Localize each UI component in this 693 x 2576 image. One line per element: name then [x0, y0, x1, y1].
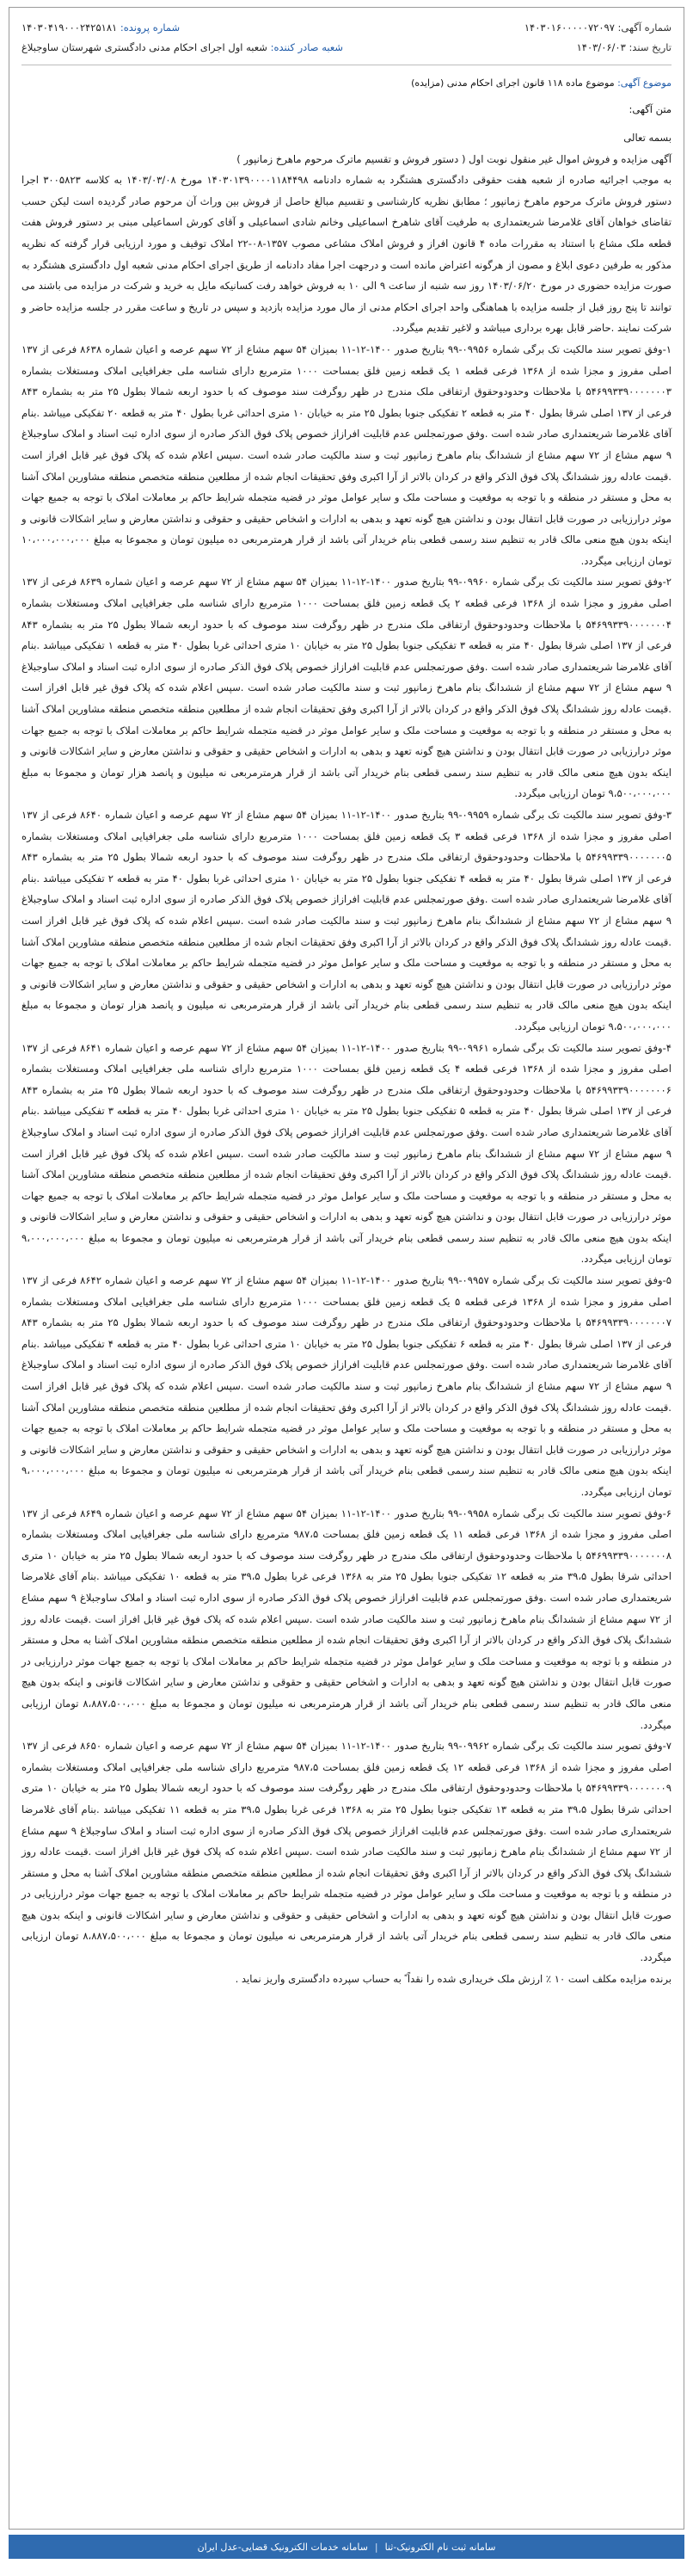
body-paragraph-closing: برنده مزایده مکلف است ۱۰ ٪ ارزش ملک خریداری شده را نقداً ً به حساب سپرده دادگستری واریز نماید . — [235, 1972, 672, 1985]
notice-subject — [9, 65, 684, 93]
body-paragraph-item-3: ۳-وفق تصویر سند مالکیت تک برگی شماره ۰۹۹۵۹-۹۹ بتاریخ صدور ۱۴۰۰-۱۲-۱۱ بمیزان ۵۴ سهم مشاع از ۷۲ سهم عرصه و اعیان شماره ۸۶۴۰ فرعی از ۱۳۷ اصلی مفروز و مجزا شده از ۱۳۶۸ فرعی قطعه ۳ یک قطعه زمین فلق بمساحت ۱۰۰۰ مترمربع دارای شناسه ملی جغرافیایی املاک ومستغلات بشماره ۵۴۶۹۹۳۳۹۰۰۰۰۰۰۰۵ با ملاحظات وحدودوحقوق ارتفاقی ملک مندرج در ظهر روگرفت سند موصوف که با حدود اربعه شمالا بطول ۲۵ متر به بشماره ۸۴۳ فرعی از ۱۳۷ اصلی شرقا بطول ۴۰ متر به قطعه ۴ تفکیکی جنوبا بطول ۲۵ متر به خیابان ۱۰ متری احداثی غربا بطول ۴۰ متر به قطعه ۲ تفکیکی میباشد .بنام آقای غلامرضا شریعتمداری صادر شده است .وفق صورتمجلس عدم قابلیت افرازاز خصوص پلاک فوق الذکر صادره از سوی اداره ثبت اسناد و املاک ساوجبلاغ ۹ سهم مشاع از ۷۲ سهم مشاع از ششدانگ بنام ماهرخ زمانپور ثبت و سند مالکیت صادر شده است .سپس اعلام شده که پلاک فوق غیر قابل افراز است .قیمت عادله روز ششدانگ پلاک فوق الذکر واقع در کردان بالاتر از آرا اکبری وفق تحقیقات انجام شده از مطلعین منطقه متخصص منطقه مشاورین املاک آشنا به محل و مستقر در منطقه و با توجه به موقعیت و مساحت ملک و سایر عوامل موثر در قضیه متجمله شرایط حاکم بر معاملات املاک با توجه به جمیع جهات موثر درارزیابی در صورت قابل انتقال بودن و نداشتن هیچ گونه تعهد و بدهی به ادارات و اشخاص حقیقی و حقوقی و نداشتن معارض و سایر اشکالات قانونی و اینکه بدون هیچ منعی مالک قادر به تنظیم سند رسمی قطعی بنام خریدار آتی باشد از قرار هرمترمربعی نه میلیون و پانصد هزار تومان و مجموعا به مبلغ ۹،۵۰۰،۰۰۰،۰۰۰ تومان ارزیابی میگردد. — [21, 809, 672, 1032]
notice-text-label: متن آگهی: — [629, 103, 672, 115]
body-paragraph-item-6: ۶-وفق تصویر سند مالکیت تک برگی شماره ۰۹۹۵۸-۹۹ بتاریخ صدور ۱۴۰۰-۱۲-۱۱ بمیزان ۵۴ سهم مشاع از ۷۲ سهم عرصه و اعیان شماره ۸۶۴۹ فرعی از ۱۳۷ اصلی مفروز و مجزا شده از ۱۳۶۸ فرعی قطعه ۱۱ یک قطعه زمین فلق بمساحت ۹۸۷،۵ مترمربع دارای شناسه ملی جغرافیایی املاک ومستغلات بشماره ۵۴۶۹۹۳۳۹۰۰۰۰۰۰۰۸ با ملاحظات وحدودوحقوق ارتفاقی ملک مندرج در ظهر روگرفت سند موصوف که با حدود اربعه شمالا بطول ۲۵ متر به خیابان ۱۰ متری احداثی شرقا بطول ۳۹،۵ متر به قطعه ۱۲ تفکیکی جنوبا بطول ۲۵ متر به ۱۳۶۸ فرعی غربا بطول ۳۹،۵ متر به قطعه ۱۰ تفکیکی میباشد .بنام آقای غلامرضا شریعتمداری صادر شده است .وفق صورتمجلس عدم قابلیت افرازاز خصوص پلاک فوق الذکر صادره از سوی اداره ثبت اسناد و املاک ساوجبلاغ ۹ سهم مشاع از ۷۲ سهم مشاع از ششدانگ بنام ماهرخ زمانپور ثبت و سند مالکیت صادر شده است .سپس اعلام شده که پلاک فوق غیر قابل افراز است .قیمت عادله روز ششدانگ پلاک فوق الذکر واقع در کردان بالاتر از آرا اکبری وفق تحقیقات انجام شده از مطلعین منطقه متخصص منطقه مشاورین املاک آشنا به محل و مستقر در منطقه و با توجه به موقعیت و مساحت ملک و سایر عوامل موثر در قضیه متجمله شرایط حاکم بر معاملات املاک با توجه به جمیع جهات موثر درارزیابی در صورت قابل انتقال بودن و نداشتن هیچ گونه تعهد و بدهی به ادارات و اشخاص حقیقی و حقوقی و نداشتن معارض و سایر اشکالات قانونی و اینکه بدون هیچ منعی مالک قادر به تنظیم سند رسمی قطعی بنام خریدار آتی باشد از قرار هرمترمربعی نه میلیون تومان و مجموعا به مبلغ ۸،۸۸۷،۵۰۰،۰۰۰ تومان ارزیابی میگردد. — [21, 1507, 672, 1731]
body-paragraph-intro: آگهی مزایده و فروش اموال غیر منقول نوبت اول ( دستور فروش و تقسیم ماترک مرحوم ماهرخ زمانپور ) — [236, 152, 672, 165]
body-paragraph-item-2: ۲-وفق تصویر سند مالکیت تک برگی شماره ۰۹۹۶۰-۹۹ بتاریخ صدور ۱۴۰۰-۱۲-۱۱ بمیزان ۵۴ سهم مشاع از ۷۲ سهم عرصه و اعیان شماره ۸۶۳۹ فرعی از ۱۳۷ اصلی مفروز و مجزا شده از ۱۳۶۸ فرعی قطعه ۲ یک قطعه زمین فلق بمساحت ۱۰۰۰ مترمربع دارای شناسه ملی جغرافیایی املاک ومستغلات بشماره ۵۴۶۹۹۳۳۹۰۰۰۰۰۰۰۴ با ملاحظات وحدودوحقوق ارتفاقی ملک مندرج در ظهر روگرفت سند موصوف که با حدود اربعه شمالا بطول ۲۵ متر به بشماره ۸۴۳ فرعی از ۱۳۷ اصلی شرقا بطول ۴۰ متر به قطعه ۳ تفکیکی جنوبا بطول ۲۵ متر به خیابان ۱۰ متری احداثی غربا بطول ۴۰ متر به قطعه ۱ تفکیکی میباشد .بنام آقای غلامرضا شریعتمداری صادر شده است .وفق صورتمجلس عدم قابلیت افرازاز خصوص پلاک فوق الذکر صادره از سوی اداره ثبت اسناد و املاک ساوجبلاغ ۹ سهم مشاع از ۷۲ سهم مشاع از ششدانگ بنام ماهرخ زمانپور ثبت و سند مالکیت صادر شده است .سپس اعلام شده که پلاک فوق غیر قابل افراز است .قیمت عادله روز ششدانگ پلاک فوق الذکر واقع در کردان بالاتر از آرا اکبری وفق تحقیقات انجام شده از مطلعین منطقه متخصص منطقه مشاورین املاک آشنا به محل و مستقر در منطقه و با توجه به موقعیت و مساحت ملک و سایر عوامل موثر در قضیه متجمله شرایط حاکم بر معاملات املاک با توجه به جمیع جهات موثر درارزیابی در صورت قابل انتقال بودن و نداشتن هیچ گونه تعهد و بدهی به ادارات و اشخاص حقیقی و حقوقی و نداشتن معارض و سایر اشکالات قانونی و اینکه بدون هیچ منعی مالک قادر به تنظیم سند رسمی قطعی بنام خریدار آتی باشد از قرار هرمترمربعی نه میلیون و پانصد هزار تومان و مجموعا به مبلغ ۹،۵۰۰،۰۰۰،۰۰۰ تومان ارزیابی میگردد. — [21, 576, 672, 800]
subject-value: موضوع ماده ۱۱۸ قانون اجرای احکام مدنی (مزایده) — [411, 77, 615, 89]
case-number-value: ۱۴۰۳۰۴۱۹۰۰۰۲۴۲۵۱۸۱ — [21, 22, 118, 34]
header-right-column — [524, 18, 672, 58]
issuer-label: شعبه صادر کننده: — [270, 41, 344, 53]
header-left-column — [21, 18, 343, 58]
footer-link-sana[interactable]: سامانه ثبت نام الکترونیک-ثنا — [384, 2541, 496, 2553]
body-paragraph-item-1: ۱-وفق تصویر سند مالکیت تک برگی شماره ۰۹۹۵۶-۹۹ بتاریخ صدور ۱۴۰۰-۱۲-۱۱ بمیزان ۵۴ سهم مشاع از ۷۲ سهم عرصه و اعیان شماره ۸۶۳۸ فرعی از ۱۳۷ اصلی مفروز و مجزا شده از ۱۳۶۸ فرعی قطعه ۱ یک قطعه زمین فلق بمساحت ۱۰۰۰ مترمربع دارای شناسه ملی جغرافیایی املاک ومستغلات بشماره ۵۴۶۹۹۳۳۹۰۰۰۰۰۰۰۳ با ملاحظات وحدودوحقوق ارتفاقی ملک مندرج در ظهر روگرفت سند موصوف که با حدود اربعه شمالا بطول ۲۵ متر به بشماره ۸۴۳ فرعی از ۱۳۷ اصلی شرقا بطول ۴۰ متر به قطعه ۲ تفکیکی جنوبا بطول ۲۵ متر به خیابان ۱۰ متری احداثی غربا بطول ۴۰ متر به قطعه ۲۰ تفکیکی میباشد .بنام آقای غلامرضا شریعتمداری صادر شده است .وفق صورتمجلس عدم قابلیت افرازاز خصوص پلاک فوق الذکر صادره از سوی اداره ثبت اسناد و املاک ساوجبلاغ ۹ سهم مشاع از ۷۲ سهم مشاع از ششدانگ بنام ماهرخ زمانپور ثبت و سند مالکیت صادر شده است .سپس اعلام شده که پلاک فوق غیر قابل افراز است .قیمت عادله روز ششدانگ پلاک فوق الذکر واقع در کردان بالاتر از آرا اکبری وفق تحقیقات انجام شده از مطلعین منطقه متخصص منطقه مشاورین املاک آشنا به محل و مستقر در منطقه و با توجه به موقعیت و مساحت ملک و سایر عوامل موثر در قضیه متجمله شرایط حاکم بر معاملات املاک با توجه به جمیع جهات موثر درارزیابی در صورت قابل انتقال بودن و نداشتن هیچ گونه تعهد و بدهی به ادارات و اشخاص حقیقی و حقوقی و نداشتن معارض و سایر اشکالات قانونی و اینکه بدون هیچ منعی مالک قادر به تنظیم سند رسمی قطعی بنام خریدار آتی باشد از قرار هرمترمربعی ده میلیون تومان و مجموعا به مبلغ ۱۰،۰۰۰،۰۰۰،۰۰۰ تومان ارزیابی میگردد. — [21, 342, 672, 567]
notice-body — [9, 119, 684, 1989]
record-number-label: شماره آگهی: — [617, 22, 672, 34]
notice-page — [9, 7, 684, 2530]
site-footer — [9, 2535, 684, 2559]
body-title: بسمه تعالی — [623, 132, 672, 144]
document-date-label: تاریخ سند: — [629, 41, 672, 53]
document-date-row — [524, 38, 672, 58]
body-paragraph-item-7: ۷-وفق تصویر سند مالکیت تک برگی شماره ۰۹۹۶۲-۹۹ بتاریخ صدور ۱۴۰۰-۱۲-۱۱ بمیزان ۵۴ سهم مشاع از ۷۲ سهم عرصه و اعیان شماره ۸۶۵۰ فرعی از ۱۳۷ اصلی مفروز و مجزا شده از ۱۳۶۸ فرعی قطعه ۱۲ یک قطعه زمین فلق بمساحت ۹۸۷،۵ مترمربع دارای شناسه ملی جغرافیایی املاک ومستغلات بشماره ۵۴۶۹۹۳۳۹۰۰۰۰۰۰۰۹ با ملاحظات وحدودوحقوق ارتفاقی ملک مندرج در ظهر روگرفت سند موصوف که با حدود اربعه شمالا بطول ۲۵ متر به خیابان ۱۰ متری احداثی شرقا بطول ۳۹،۵ متر به قطعه ۱۳ تفکیکی جنوبا بطول ۲۵ متر به ۱۳۶۸ فرعی غربا بطول ۳۹،۵ متر به قطعه ۱۱ تفکیکی میباشد .بنام آقای غلامرضا شریعتمداری صادر شده است .وفق صورتمجلس عدم قابلیت افرازاز خصوص پلاک فوق الذکر صادره از سوی اداره ثبت اسناد و املاک ساوجبلاغ ۹ سهم مشاع از ۷۲ سهم مشاع از ششدانگ بنام ماهرخ زمانپور ثبت و سند مالکیت صادر شده است .سپس اعلام شده که پلاک فوق غیر قابل افراز است .قیمت عادله روز ششدانگ پلاک فوق الذکر واقع در کردان بالاتر از آرا اکبری وفق تحقیقات انجام شده از مطلعین منطقه متخصص منطقه مشاورین املاک آشنا به محل و مستقر در منطقه و با توجه به موقعیت و مساحت ملک و سایر عوامل موثر در قضیه متجمله شرایط حاکم بر معاملات املاک با توجه به جمیع جهات موثر درارزیابی در صورت قابل انتقال بودن و نداشتن هیچ گونه تعهد و بدهی به ادارات و اشخاص حقیقی و حقوقی و نداشتن معارض و سایر اشکالات قانونی و اینکه بدون هیچ منعی مالک قادر به تنظیم سند رسمی قطعی بنام خریدار آتی باشد از قرار هرمترمربعی نه میلیون تومان و مجموعا به مبلغ ۸،۸۸۷،۵۰۰،۰۰۰ تومان ارزیابی میگردد. — [21, 1740, 672, 1964]
body-paragraph-preamble: به موجب اجرائیه صادره از شعبه هفت حقوقی دادگستری هشتگرد به شماره دادنامه ۱۴۰۳۰۱۳۹۰۰۰۰۱۱۸۴۴۹۸ مورخ ۱۴۰۳/۰۳/۰۸ به کلاسه ۳۰۰۵۸۲۳ اجرا دستور فروش ماترک مرحوم ماهرخ زمانپور ؛ مطابق نظریه کارشناسی و تقسیم مبالغ حاصل از فروش بین وراث آن مرحوم صادر گردیده است لیکن حسب تقاضای خواهان آقای غلامرضا شریعتمداری به طرفیت آقای شاهرخ اسماعیلی وخانم شادی اسماعیلی و آقای کورش اسماعیلی مبنی بر دستور فروش هفت قطعه ملک مشاع با استناد به مقررات ماده ۴ قانون افراز و فروش املاک مشاعی مصوب ۱۳۵۷-۰۸-۲۲ املاک توقیف و مورد ارزیابی قرار گرفته که نظریه مذکور به طرفین دعوی ابلاغ و مصون از هرگونه اعتراض مانده است و درجهت اجرا مفاد دادنامه از طریق اجرای احکام مدنی شعبه اول دادگستری هشتگرد به صورت مزایده حضوری در مورخ ۱۴۰۳/۰۶/۲۰ روز سه شنبه از ساعت ۹ الی ۱۰ به فروش خواهد رفت کسانیکه مایل به خرید و شرکت در مزایده می باشند می توانند تا پنج روز قبل از جلسه مزایده با هماهنگی واحد اجرای احکام مدنی از مال مورد مزایده بازدید و سپس در تاریخ و ساعت مقرر در جلسه مزایده حاضر و شرکت نمایند .حاضر قابل بهره برداری میباشد و لاغیر تقدیم میگردد. — [21, 174, 672, 335]
body-paragraph-item-4: ۴-وفق تصویر سند مالکیت تک برگی شماره ۰۹۹۶۱-۹۹ بتاریخ صدور ۱۴۰۰-۱۲-۱۱ بمیزان ۵۴ سهم مشاع از ۷۲ سهم عرصه و اعیان شماره ۸۶۴۱ فرعی از ۱۳۷ اصلی مفروز و مجزا شده از ۱۳۶۸ فرعی قطعه ۴ یک قطعه زمین فلق بمساحت ۱۰۰۰ مترمربع دارای شناسه ملی جغرافیایی املاک ومستغلات بشماره ۵۴۶۹۹۳۳۹۰۰۰۰۰۰۰۶ با ملاحظات وحدودوحقوق ارتفاقی ملک مندرج در ظهر روگرفت سند موصوف که با حدود اربعه شمالا بطول ۲۵ متر به بشماره ۸۴۳ فرعی از ۱۳۷ اصلی شرقا بطول ۴۰ متر به قطعه ۵ تفکیکی جنوبا بطول ۲۵ متر به خیابان ۱۰ متری احداثی غربا بطول ۴۰ متر به قطعه ۳ تفکیکی میباشد .بنام آقای غلامرضا شریعتمداری صادر شده است .وفق صورتمجلس عدم قابلیت افرازاز خصوص پلاک فوق الذکر صادره از سوی اداره ثبت اسناد و املاک ساوجبلاغ ۹ سهم مشاع از ۷۲ سهم مشاع از ششدانگ بنام ماهرخ زمانپور ثبت و سند مالکیت صادر شده است .سپس اعلام شده که پلاک فوق غیر قابل افراز است .قیمت عادله روز ششدانگ پلاک فوق الذکر واقع در کردان بالاتر از آرا اکبری وفق تحقیقات انجام شده از مطلعین منطقه متخصص منطقه مشاورین املاک آشنا به محل و مستقر در منطقه و با توجه به موقعیت و مساحت ملک و سایر عوامل موثر در قضیه متجمله شرایط حاکم بر معاملات املاک با توجه به جمیع جهات موثر درارزیابی در صورت قابل انتقال بودن و نداشتن هیچ گونه تعهد و بدهی به ادارات و اشخاص حقیقی و حقوقی و نداشتن معارض و سایر اشکالات قانونی و اینکه بدون هیچ منعی مالک قادر به تنظیم سند رسمی قطعی بنام خریدار آتی باشد از قرار هرمترمربعی نه میلیون تومان و مجموعا به مبلغ ۹،۰۰۰،۰۰۰،۰۰۰ تومان ارزیابی میگردد. — [21, 1041, 672, 1266]
notice-header — [9, 8, 684, 58]
body-paragraph-item-5: ۵-وفق تصویر سند مالکیت تک برگی شماره ۰۹۹۵۷-۹۹ بتاریخ صدور ۱۴۰۰-۱۲-۱۱ بمیزان ۵۴ سهم مشاع از ۷۲ سهم عرصه و اعیان شماره ۸۶۴۲ فرعی از ۱۳۷ اصلی مفروز و مجزا شده از ۱۳۶۸ فرعی قطعه ۵ یک قطعه زمین فلق بمساحت ۱۰۰۰ مترمربع دارای شناسه ملی جغرافیایی املاک ومستغلات بشماره ۵۴۶۹۹۳۳۹۰۰۰۰۰۰۰۷ با ملاحظات وحدودوحقوق ارتفاقی ملک مندرج در ظهر روگرفت سند موصوف که با حدود اربعه شمالا بطول ۲۵ متر به بشماره ۸۴۳ فرعی از ۱۳۷ اصلی شرقا بطول ۴۰ متر به قطعه ۶ تفکیکی جنوبا بطول ۲۵ متر به خیابان ۱۰ متری احداثی غربا بطول ۴۰ متر به قطعه ۴ تفکیکی میباشد .بنام آقای غلامرضا شریعتمداری صادر شده است .وفق صورتمجلس عدم قابلیت افرازاز خصوص پلاک فوق الذکر صادره از سوی اداره ثبت اسناد و املاک ساوجبلاغ ۹ سهم مشاع از ۷۲ سهم مشاع از ششدانگ بنام ماهرخ زمانپور ثبت و سند مالکیت صادر شده است .سپس اعلام شده که پلاک فوق غیر قابل افراز است .قیمت عادله روز ششدانگ پلاک فوق الذکر واقع در کردان بالاتر از آرا اکبری وفق تحقیقات انجام شده از مطلعین منطقه متخصص منطقه مشاورین املاک آشنا به محل و مستقر در منطقه و با توجه به موقعیت و مساحت ملک و سایر عوامل موثر در قضیه متجمله شرایط حاکم بر معاملات املاک با توجه به جمیع جهات موثر درارزیابی در صورت قابل انتقال بودن و نداشتن هیچ گونه تعهد و بدهی به ادارات و اشخاص حقیقی و حقوقی و نداشتن معارض و سایر اشکالات قانونی و اینکه بدون هیچ منعی مالک قادر به تنظیم سند رسمی قطعی بنام خریدار آتی باشد از قرار هرمترمربعی نه میلیون تومان و مجموعا به مبلغ ۹،۰۰۰،۰۰۰،۰۰۰ تومان ارزیابی میگردد. — [21, 1274, 672, 1498]
issuer-value: شعبه اول اجرای احکام مدنی دادگستری شهرستان ساوجبلاغ — [21, 41, 267, 53]
document-date-value: ۱۴۰۳/۰۶/۰۳ — [576, 41, 626, 53]
footer-link-adl-iran[interactable]: سامانه خدمات الکترونیک قضایی-عدل ایران — [197, 2541, 368, 2553]
record-number-row — [524, 18, 672, 38]
case-number-row — [21, 18, 343, 38]
subject-label: موضوع آگهی: — [617, 77, 672, 89]
footer-separator: | — [374, 2541, 378, 2553]
record-number-value: ۱۴۰۳۰۱۶۰۰۰۰۰۷۲۰۹۷ — [524, 22, 615, 34]
case-number-label: شماره پرونده: — [120, 22, 181, 34]
issuer-row — [21, 38, 343, 58]
